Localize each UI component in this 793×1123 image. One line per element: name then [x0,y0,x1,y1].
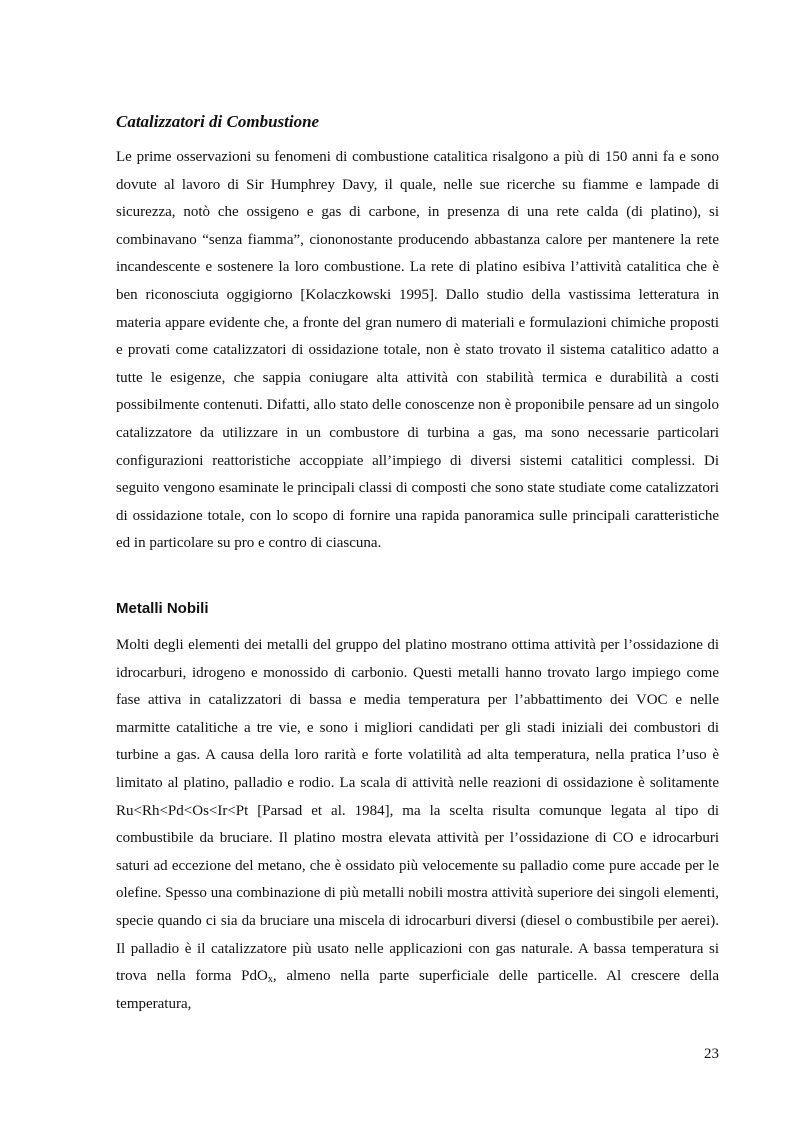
subscript-x: x [267,974,273,986]
section-title: Catalizzatori di Combustione [116,112,320,131]
subsection-title: Metalli Nobili [116,600,209,617]
subsection-paragraph [116,632,719,1018]
subsection-paragraph-tail: , almeno nella parte superficiale delle particelle. Al crescere della temperatura, [116,968,719,1012]
section-paragraph: Le prime osservazioni su fenomeni di combustione catalitica risalgono a più di 150 anni fa e sono dovute al lavoro di Sir Humphrey Davy, il quale, nelle sue ricerche su fiamme e lampade di sicurezza, notò che ossigeno e gas di carbone, in presenza di una rete calda (di platino), si combinavano “senza fiamma”, ciononostante producendo abbastanza calore per mantenere la rete incandescente e sostenere la loro combustione. La rete di platino esibiva l’attività catalitica che è ben riconosciuta oggigiorno [Kolaczkowski 1995]. Dallo studio della vastissima letteratura in materia appare evidente che, a fronte del gran numero di materiali e formulazioni chimiche proposti e provati come catalizzatori di ossidazione totale, non è stato trovato il sistema catalitico adatto a tutte le esigenze, che sappia coniugare alta attività con stabilità termica e durabilità a costi possibilmente contenuti. Difatti, allo stato delle conoscenze non è proponibile pensare ad un singolo catalizzatore da utilizzare in un combustore di turbina a gas, ma sono necessarie particolari configurazioni reattoristiche accoppiate all’impiego di diversi sistemi catalitici complessi. Di seguito vengono esaminate le principali classi di composti che sono state studiate come catalizzatori di ossidazione totale, con lo scopo di fornire una rapida panoramica sulle principali caratteristiche ed in particolare su pro e contro di ciascuna. [116,149,719,552]
page-number: 23 [704,1046,719,1062]
subsection-paragraph-main: Molti degli elementi dei metalli del gruppo del platino mostrano ottima attività per l’ossidazione di idrocarburi, idrogeno e monossido di carbonio. Questi metalli hanno trovato largo impiego come fase attiva in catalizzatori di bassa e media temperatura per l’abbattimento dei VOC e nelle marmitte catalitiche a tre vie, e sono i migliori candidati per gli stadi iniziali dei combustori di turbine a gas. A causa della loro rarità e forte volatilità ad alta temperatura, nella pratica l’uso è limitato al platino, palladio e rodio. La scala di attività nelle reazioni di ossidazione è solitamente Ru<Rh<Pd<Os<Ir<Pt [Parsad et al. 1984], ma la scelta risulta comunque legata al tipo di combustibile da bruciare. Il platino mostra elevata attività per l’ossidazione di CO e idrocarburi saturi ad eccezione del metano, che è ossidato più velocemente su palladio come pure accade per le olefine. Spesso una combinazione di più metalli nobili mostra attività superiore dei singoli elementi, specie quando ci sia da bruciare una miscela di idrocarburi diversi (diesel o combustibile per aerei). Il palladio è il catalizzatore più usato nelle applicazioni con gas naturale. A bassa temperatura si trova nella forma PdO [116,637,719,985]
